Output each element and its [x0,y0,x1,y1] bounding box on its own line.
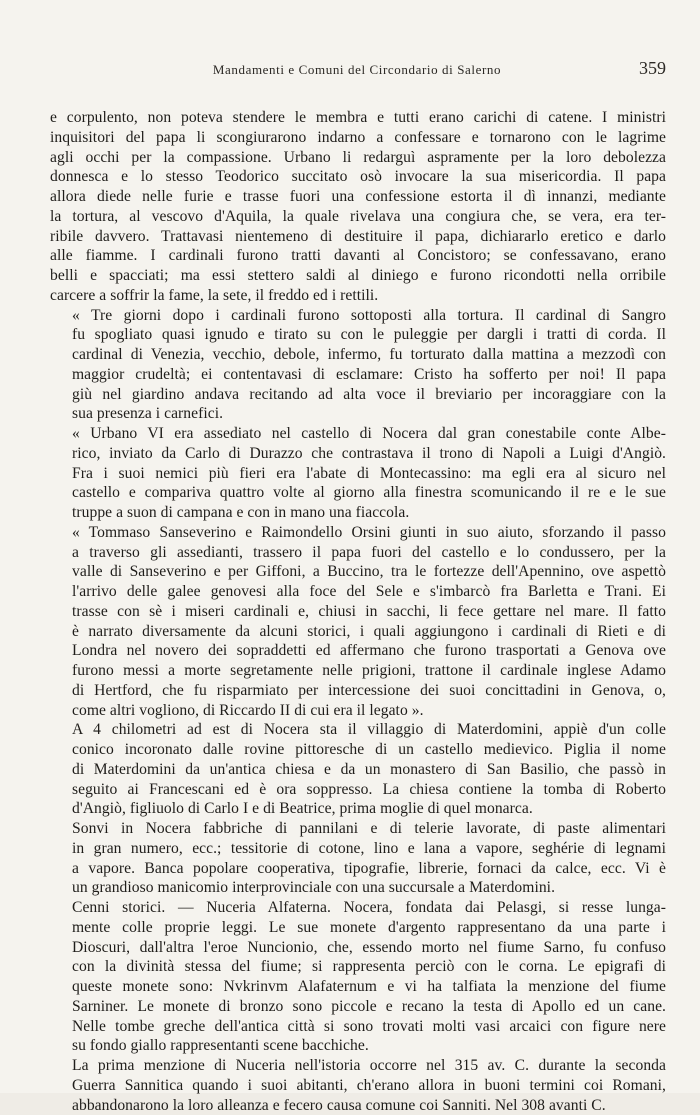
text-line: truppe a suon di campana e con in mano una fiaccola. [50,503,666,523]
text-line: furono messi a morte segretamente nelle prigioni, trattone il cardinale inglese Adamo [50,661,666,681]
text-line: fu spogliato quasi ignudo e tirato su con le puleggie per dargli i tratti di corda. Il [50,325,666,345]
text-line: belli e spacciati; ma essi stettero saldi al diniego e furono ricondotti nella orribile [50,266,666,286]
text-line: Cenni storici. — Nuceria Alfaterna. Nocera, fondata dai Pelasgi, si resse lunga- [50,898,666,918]
text-line: di Materdomini da un'antica chiesa e da un monastero di San Basilio, che passò in [50,760,666,780]
text-line: d'Angiò, figliuolo di Carlo I e di Beatrice, prima moglie di quel monarca. [50,799,666,819]
text-line: queste monete sono: Nvkrinvm Alafaternum e vi ha talfiata la menzione del fiume [50,977,666,997]
paragraph [50,819,666,898]
text-line: valle di Sanseverino e per Giffoni, a Buccino, tra le fortezze dell'Apennino, ove aspettò [50,562,666,582]
text-line: l'arrivo delle galee genovesi alla foce del Sele e s'imbarcò fra Barletta e Trani. Ei [50,582,666,602]
text-line: a vapore. Banca popolare cooperativa, tipografie, librerie, fornaci da calce, ecc. Vi è [50,859,666,879]
paragraph [50,108,666,306]
page-number: 359 [639,58,666,79]
text-line: con la divinità stessa del fiume; si rappresenta perciò con le corna. Le epigrafi di [50,957,666,977]
text-line: abbandonarono la loro alleanza e fecero causa comune coi Sanniti. Nel 308 avanti C. [50,1096,666,1115]
text-line: inquisitori del papa li scongiurarono indarno a confessare e tornarono con le lagrime [50,128,666,148]
paragraph [50,720,666,819]
text-line: di Hertford, che fu risparmiato per intercessione dei suoi concittadini in Genova, o, [50,681,666,701]
text-line: Guerra Sannitica quando i suoi abitanti, ch'erano allora in buoni termini coi Romani, [50,1076,666,1096]
text-line: rico, inviato da Carlo di Durazzo che contrastava il trono di Napoli a Luigi d'Angiò. [50,444,666,464]
text-line: Sonvi in Nocera fabbriche di pannilani e di telerie lavorate, di paste alimentari [50,819,666,839]
text-line: sua presenza i carnefici. [50,404,666,424]
paragraph [50,1056,666,1115]
text-line: in gran numero, ecc.; tessitorie di cotone, lino e lana a vapore, seghérie di legnami [50,839,666,859]
text-line: e corpulento, non poteva stendere le membra e tutti erano carichi di catene. I ministri [50,108,666,128]
paragraph [50,523,666,721]
text-line: « Tommaso Sanseverino e Raimondello Orsini giunti in suo aiuto, sforzando il passo [50,523,666,543]
text-line: Londra nel novero dei sopraddetti ed affermano che furono trasportati a Genova ove [50,641,666,661]
text-line: donnesca e lo stesso Teodorico succitato osò invocare la sua misericordia. Il papa [50,167,666,187]
text-line: castello e compariva quattro volte al giorno alla finestra scomunicando il re e le sue [50,483,666,503]
text-line: trasse con sè i miseri cardinali e, chiusi in sacchi, li fece gettare nel mare. Il fatto [50,602,666,622]
text-line: Fra i suoi nemici più fieri era l'abate di Montecassino: ma egli era al sicuro nel [50,464,666,484]
text-line: A 4 chilometri ad est di Nocera sta il villaggio di Materdomini, appiè d'un colle [50,720,666,740]
text-line: seguito ai Francescani ed è ora soppresso. La chiesa contiene la tomba di Roberto [50,780,666,800]
text-line: « Urbano VI era assediato nel castello di Nocera dal gran conestabile conte Albe- [50,424,666,444]
text-line: la tortura, al vescovo d'Aquila, la quale rivelava una congiura che, se vera, era ter- [50,207,666,227]
text-line: mente colle proprie leggi. Le sue monete d'argento rappresentano da una parte i [50,918,666,938]
text-line: La prima menzione di Nuceria nell'istoria occorre nel 315 av. C. durante la seconda [50,1056,666,1076]
text-line: a traverso gli assedianti, trassero il papa fuori del castello e lo condussero, per la [50,543,666,563]
text-line: alle fiamme. I cardinali furono tratti davanti al Concistoro; se confessavano, erano [50,246,666,266]
text-line: allora diede nelle furie e trasse fuori una confessione estorta il dì innanzi, mediante [50,187,666,207]
text-line: cardinal di Venezia, vecchio, debole, infermo, fu torturato dalla mattina a mezzodì con [50,345,666,365]
text-line: Nelle tombe greche dell'antica città si sono trovati molti vasi arcaici con figure nere [50,1017,666,1037]
text-line: carcere a soffrir la fame, la sete, il freddo ed i rettili. [50,286,666,306]
text-line: è narrato diversamente da alcuni storici, i quali aggiungono i cardinali di Rieti e di [50,622,666,642]
text-line: un grandioso manicomio interprovinciale con una succursale a Materdomini. [50,878,666,898]
text-line: conico incoronato dalle rovine pittoresche di un castello medievico. Piglia il nome [50,740,666,760]
paragraph [50,424,666,523]
body-text [50,108,666,1115]
text-line: giù nel giardino andava recitando ad alta voce il breviario per incoraggiare con la [50,385,666,405]
paragraph [50,306,666,425]
text-line: su fondo giallo rappresentanti scene bacchiche. [50,1036,666,1056]
text-line: agli occhi per la compassione. Urbano li redarguì aspramente per la loro debolezza [50,148,666,168]
text-line: ribile davvero. Trattavasi nientemeno di destituire il papa, dichiararlo eretico e darlo [50,227,666,247]
text-line: Dioscuri, dall'altra l'eroe Nuncionio, che, essendo morto nel fiume Sarno, fu confuso [50,938,666,958]
header-title: Mandamenti e Comuni del Circondario di Salerno [48,62,666,78]
running-header [48,56,666,86]
text-line: come altri vogliono, di Riccardo II di cui era il legato ». [50,701,666,721]
text-line: maggior crudeltà; ei contentavasi di esclamare: Cristo ha sofferto per noi! Il papa [50,365,666,385]
text-line: Sarniner. Le monete di bronzo sono piccole e recano la testa di Apollo ed un cane. [50,997,666,1017]
paragraph [50,898,666,1056]
text-line: « Tre giorni dopo i cardinali furono sottoposti alla tortura. Il cardinal di Sangro [50,306,666,326]
